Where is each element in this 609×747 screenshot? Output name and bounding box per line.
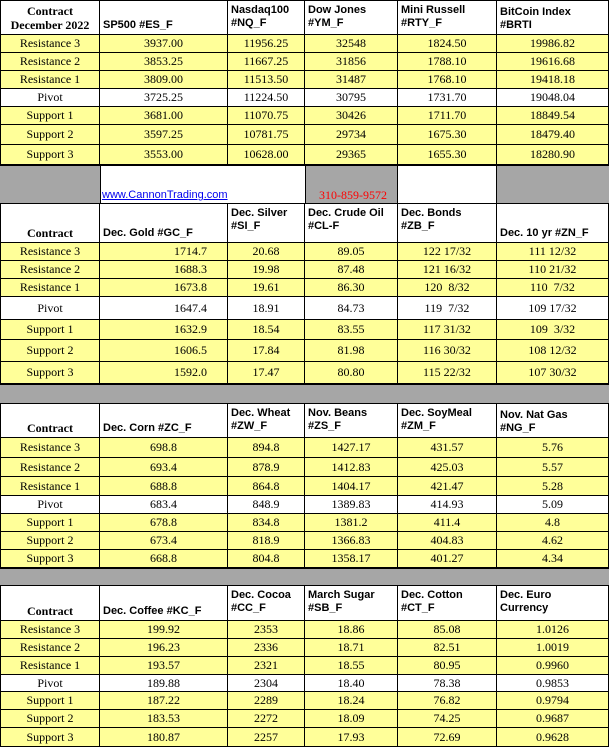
row-label: Support 3 <box>0 145 100 165</box>
table-row-pivot <box>0 89 609 107</box>
table-row-support-3 <box>0 550 609 568</box>
price-cell: 30426 <box>305 107 398 125</box>
price-cell: 4.62 <box>497 532 609 550</box>
column-header-line: Nasdaq100 <box>231 4 290 16</box>
price-cell: 17.93 <box>305 728 398 747</box>
price-cell: 18849.54 <box>497 107 609 125</box>
price-cell: 29365 <box>305 145 398 165</box>
column-header-text <box>308 407 367 433</box>
column-header-line: March Sugar <box>308 589 375 601</box>
price-cell: 1381.2 <box>305 514 398 532</box>
table-row-resistance-2 <box>0 53 609 71</box>
price-cell: 30795 <box>305 89 398 107</box>
row-label: Support 2 <box>0 532 100 550</box>
price-cell: 29734 <box>305 125 398 145</box>
column-header-march-sugar-sb-f <box>305 586 398 621</box>
price-cell: 818.9 <box>228 532 305 550</box>
phone-number: 310-859-9572 <box>319 188 387 202</box>
price-cell: 1.0126 <box>497 621 609 639</box>
price-cell: 111 12/32 <box>497 243 609 261</box>
column-header-line: Dow Jones <box>308 4 367 16</box>
column-header-line: Dec. Corn #ZC_F <box>103 422 192 434</box>
column-header-bitcoin-index-brti <box>497 0 609 35</box>
price-cell: 1632.9 <box>100 320 228 340</box>
price-cell: 1389.83 <box>305 496 398 514</box>
price-cell: 17.47 <box>228 362 305 384</box>
price-cell: 431.57 <box>398 438 497 458</box>
row-label: Support 1 <box>0 107 100 125</box>
column-header-line: Nov. Nat Gas #NG_F <box>500 409 568 434</box>
row-label: Support 2 <box>0 125 100 145</box>
price-cell: 5.09 <box>497 496 609 514</box>
row-label: Resistance 3 <box>0 35 100 53</box>
column-header-text <box>401 4 465 30</box>
price-cell: 411.4 <box>398 514 497 532</box>
column-header-dec-bonds-zb-f <box>398 204 497 243</box>
column-header-line: #CL-F <box>308 220 340 232</box>
price-cell: 78.38 <box>398 675 497 692</box>
column-header-line: Dec. Cotton <box>401 589 463 601</box>
price-cell: 1647.4 <box>100 297 228 320</box>
column-header-line: #ZW_F <box>231 420 268 432</box>
column-header-line: #NQ_F <box>231 17 267 29</box>
price-cell: 1788.10 <box>398 53 497 71</box>
price-cell: 2353 <box>228 621 305 639</box>
column-header-line: #RTY_F <box>401 17 442 29</box>
column-header-line: #SB_F <box>308 602 343 614</box>
price-cell: 1366.83 <box>305 532 398 550</box>
table-row-support-2 <box>0 532 609 550</box>
price-cell: 693.4 <box>100 458 228 477</box>
price-cell: 421.47 <box>398 477 497 496</box>
price-cell: 2336 <box>228 639 305 657</box>
price-cell: 5.28 <box>497 477 609 496</box>
row-label: Resistance 2 <box>0 53 100 71</box>
price-cell: 804.8 <box>228 550 305 568</box>
table-row-resistance-2 <box>0 458 609 477</box>
price-cell: 110 21/32 <box>497 261 609 279</box>
price-cell: 199.92 <box>100 621 228 639</box>
row-label: Resistance 1 <box>0 279 100 297</box>
table-row-resistance-1 <box>0 657 609 675</box>
price-cell: 18.54 <box>228 320 305 340</box>
column-header-text <box>231 407 290 433</box>
column-header-line: Dec. Wheat <box>231 407 291 419</box>
contract-header <box>0 0 100 35</box>
table-row-resistance-1 <box>0 71 609 89</box>
contract-header-text: Contract <box>27 4 73 18</box>
price-cell: 85.08 <box>398 621 497 639</box>
price-cell: 4.34 <box>497 550 609 568</box>
price-cell: 18.09 <box>305 710 398 728</box>
price-cell: 122 17/32 <box>398 243 497 261</box>
price-cell: 848.9 <box>228 496 305 514</box>
row-label: Pivot <box>0 89 100 107</box>
table-row-support-3 <box>0 362 609 384</box>
column-header-text <box>103 227 193 240</box>
column-header-line: #ZM_F <box>401 420 436 432</box>
price-cell: 109 3/32 <box>497 320 609 340</box>
price-cell: 76.82 <box>398 692 497 710</box>
price-cell: 1358.17 <box>305 550 398 568</box>
row-label: Resistance 1 <box>0 71 100 89</box>
section-separator <box>0 568 609 586</box>
table-row-resistance-3 <box>0 438 609 458</box>
column-header-dec-cocoa-cc-f <box>228 586 305 621</box>
price-cell: 1768.10 <box>398 71 497 89</box>
price-cell: 1606.5 <box>100 340 228 362</box>
price-cell: 2289 <box>228 692 305 710</box>
row-label: Resistance 3 <box>0 438 100 458</box>
price-cell: 683.4 <box>100 496 228 514</box>
table-row-support-1 <box>0 320 609 340</box>
table-row-support-2 <box>0 340 609 362</box>
column-header-text <box>500 227 589 240</box>
price-cell: 878.9 <box>228 458 305 477</box>
table-row-support-3 <box>0 145 609 165</box>
price-cell: 18.71 <box>305 639 398 657</box>
column-header-nov-beans-zs-f <box>305 404 398 438</box>
price-cell: 74.25 <box>398 710 497 728</box>
row-label: Support 2 <box>0 340 100 362</box>
price-cell: 698.8 <box>100 438 228 458</box>
price-cell: 19.98 <box>228 261 305 279</box>
table-row-support-3 <box>0 728 609 747</box>
price-cell: 11513.50 <box>228 71 305 89</box>
price-cell: 1404.17 <box>305 477 398 496</box>
price-cell: 86.30 <box>305 279 398 297</box>
price-cell: 3725.25 <box>100 89 228 107</box>
price-cell: 5.76 <box>497 438 609 458</box>
row-label: Support 3 <box>0 728 100 747</box>
price-cell: 110 7/32 <box>497 279 609 297</box>
row-label: Resistance 2 <box>0 458 100 477</box>
column-header-dec-soymeal-zm-f <box>398 404 497 438</box>
column-header-line: SP500 #ES_F <box>103 19 173 31</box>
column-header-text <box>231 4 289 30</box>
row-label: Support 1 <box>0 320 100 340</box>
column-header-line: Currency <box>500 602 549 614</box>
price-cell: 3809.00 <box>100 71 228 89</box>
price-cell: 3937.00 <box>100 35 228 53</box>
price-cell: 3553.00 <box>100 145 228 165</box>
column-header-line: BitCoin Index #BRTI <box>500 6 571 31</box>
column-header-dec-gold-gc-f <box>100 204 228 243</box>
column-header-line: Dec. Crude Oil <box>308 207 384 219</box>
price-cell: 1731.70 <box>398 89 497 107</box>
price-cell: 834.8 <box>228 514 305 532</box>
price-cell: 688.8 <box>100 477 228 496</box>
price-cell: 668.8 <box>100 550 228 568</box>
price-cell: 17.84 <box>228 340 305 362</box>
price-cell: 82.51 <box>398 639 497 657</box>
table-row-support-1 <box>0 107 609 125</box>
row-label: Pivot <box>0 675 100 692</box>
price-cell: 3853.25 <box>100 53 228 71</box>
contract-header-text: Contract <box>27 226 73 240</box>
price-cell: 32548 <box>305 35 398 53</box>
price-cell: 0.9960 <box>497 657 609 675</box>
price-cell: 1592.0 <box>100 362 228 384</box>
column-header-dec-10-yr-zn-f <box>497 204 609 243</box>
price-cell: 3681.00 <box>100 107 228 125</box>
price-cell: 87.48 <box>305 261 398 279</box>
price-cell: 80.95 <box>398 657 497 675</box>
table-row-pivot <box>0 675 609 692</box>
price-cell: 864.8 <box>228 477 305 496</box>
price-cell: 115 22/32 <box>398 362 497 384</box>
table-row-resistance-1 <box>0 279 609 297</box>
price-cell: 0.9687 <box>497 710 609 728</box>
price-cell: 673.4 <box>100 532 228 550</box>
column-header-line: #YM_F <box>308 17 344 29</box>
price-cell: 10628.00 <box>228 145 305 165</box>
column-header-text <box>401 589 463 615</box>
column-header-dec-coffee-kc-f <box>100 586 228 621</box>
price-cell: 894.8 <box>228 438 305 458</box>
column-header-dec-silver-si-f <box>228 204 305 243</box>
price-cell: 83.55 <box>305 320 398 340</box>
price-cell: 109 17/32 <box>497 297 609 320</box>
column-header-line: #CC_F <box>231 602 266 614</box>
price-cell: 116 30/32 <box>398 340 497 362</box>
row-label: Resistance 2 <box>0 261 100 279</box>
column-header-dec-wheat-zw-f <box>228 404 305 438</box>
price-cell: 19616.68 <box>497 53 609 71</box>
price-cell: 180.87 <box>100 728 228 747</box>
price-cell: 1.0019 <box>497 639 609 657</box>
price-cell: 1688.3 <box>100 261 228 279</box>
price-cell: 119 7/32 <box>398 297 497 320</box>
table-row-pivot <box>0 496 609 514</box>
column-header-dec-cotton-ct-f <box>398 586 497 621</box>
price-cell: 1655.30 <box>398 145 497 165</box>
price-cell: 187.22 <box>100 692 228 710</box>
price-cell: 117 31/32 <box>398 320 497 340</box>
price-cell: 10781.75 <box>228 125 305 145</box>
column-header-sp500-es-f <box>100 0 228 35</box>
column-header-text <box>308 4 366 30</box>
table-row-pivot <box>0 297 609 320</box>
price-cell: 108 12/32 <box>497 340 609 362</box>
column-header-nasdaq100-nq-f <box>228 0 305 35</box>
price-cell: 193.57 <box>100 657 228 675</box>
price-cell: 1711.70 <box>398 107 497 125</box>
column-header-line: #CT_F <box>401 602 435 614</box>
price-cell: 1427.17 <box>305 438 398 458</box>
row-label: Support 2 <box>0 710 100 728</box>
row-label: Resistance 3 <box>0 621 100 639</box>
table-row-support-1 <box>0 514 609 532</box>
table-row-support-2 <box>0 710 609 728</box>
price-cell: 18.55 <box>305 657 398 675</box>
price-cell: 2304 <box>228 675 305 692</box>
price-cell: 1714.7 <box>100 243 228 261</box>
price-cell: 189.88 <box>100 675 228 692</box>
price-cell: 0.9628 <box>497 728 609 747</box>
column-header-text <box>231 207 287 233</box>
column-header-text <box>500 409 605 435</box>
table-row-resistance-3 <box>0 243 609 261</box>
section-1-header-row <box>0 0 609 35</box>
price-cell: 11956.25 <box>228 35 305 53</box>
row-label: Resistance 1 <box>0 477 100 496</box>
price-cell: 678.8 <box>100 514 228 532</box>
column-header-text <box>401 207 462 233</box>
column-header-line: Dec. Euro <box>500 589 552 601</box>
price-cell: 121 16/32 <box>398 261 497 279</box>
banner-dark-panel <box>497 166 609 203</box>
table-row-resistance-3 <box>0 35 609 53</box>
column-header-dec-crude-oil-cl-f <box>305 204 398 243</box>
price-cell: 19048.04 <box>497 89 609 107</box>
contract-header-text: Contract <box>27 604 73 618</box>
column-header-mini-russell-rty-f <box>398 0 497 35</box>
price-cell: 2321 <box>228 657 305 675</box>
section-4-header-row <box>0 586 609 621</box>
table-row-resistance-1 <box>0 477 609 496</box>
website-link[interactable]: www.CannonTrading.com <box>102 189 228 201</box>
price-cell: 1673.8 <box>100 279 228 297</box>
column-header-line: #ZS_F <box>308 420 342 432</box>
column-header-text <box>103 605 201 618</box>
price-cell: 183.53 <box>100 710 228 728</box>
price-cell: 1824.50 <box>398 35 497 53</box>
price-cell: 18280.90 <box>497 145 609 165</box>
price-cell: 18.86 <box>305 621 398 639</box>
column-header-line: Nov. Beans <box>308 407 368 419</box>
column-header-line: Dec. 10 yr #ZN_F <box>500 227 589 239</box>
column-header-text <box>308 589 375 615</box>
price-cell: 18.91 <box>228 297 305 320</box>
price-cell: 120 8/32 <box>398 279 497 297</box>
row-label: Pivot <box>0 297 100 320</box>
table-row-resistance-3 <box>0 621 609 639</box>
price-cell: 5.57 <box>497 458 609 477</box>
table-row-support-1 <box>0 692 609 710</box>
row-label: Support 1 <box>0 692 100 710</box>
contract-header-text: December 2022 <box>10 18 90 32</box>
column-header-line: Dec. Cocoa <box>231 589 291 601</box>
contract-header <box>0 204 100 243</box>
price-cell: 81.98 <box>305 340 398 362</box>
column-header-line: #ZB_F <box>401 220 435 232</box>
row-label: Support 1 <box>0 514 100 532</box>
column-header-text <box>231 589 291 615</box>
price-cell: 1675.30 <box>398 125 497 145</box>
table-row-support-2 <box>0 125 609 145</box>
section-3-header-row <box>0 404 609 438</box>
price-cell: 11224.50 <box>228 89 305 107</box>
price-cell: 2257 <box>228 728 305 747</box>
row-label: Resistance 1 <box>0 657 100 675</box>
price-cell: 107 30/32 <box>497 362 609 384</box>
price-cell: 89.05 <box>305 243 398 261</box>
column-header-text <box>401 407 472 433</box>
price-cell: 19.61 <box>228 279 305 297</box>
price-cell: 80.80 <box>305 362 398 384</box>
column-header-line: Dec. Bonds <box>401 207 462 219</box>
section-2-header-row <box>0 204 609 243</box>
table-row-resistance-2 <box>0 639 609 657</box>
contract-header <box>0 404 100 438</box>
column-header-line: Dec. Gold #GC_F <box>103 227 193 239</box>
price-cell: 404.83 <box>398 532 497 550</box>
column-header-dec-corn-zc-f <box>100 404 228 438</box>
price-cell: 84.73 <box>305 297 398 320</box>
price-cell: 18479.40 <box>497 125 609 145</box>
column-header-text <box>500 6 605 32</box>
price-cell: 19986.82 <box>497 35 609 53</box>
column-header-line: Dec. Coffee #KC_F <box>103 605 202 617</box>
price-cell: 18.24 <box>305 692 398 710</box>
section-separator <box>0 165 609 204</box>
row-label: Pivot <box>0 496 100 514</box>
row-label: Support 3 <box>0 362 100 384</box>
column-header-line: Dec. Silver <box>231 207 288 219</box>
contract-header-text: Contract <box>27 421 73 435</box>
column-header-text <box>308 207 384 233</box>
column-header-nov-nat-gas-ng-f <box>497 404 609 438</box>
column-header-dow-jones-ym-f <box>305 0 398 35</box>
price-cell: 425.03 <box>398 458 497 477</box>
column-header-text <box>103 19 173 32</box>
price-cell: 72.69 <box>398 728 497 747</box>
column-header-line: Dec. SoyMeal <box>401 407 472 419</box>
price-cell: 1412.83 <box>305 458 398 477</box>
price-cell: 31856 <box>305 53 398 71</box>
price-cell: 11070.75 <box>228 107 305 125</box>
column-header-dec-euro-currency <box>497 586 609 621</box>
price-cell: 19418.18 <box>497 71 609 89</box>
column-header-line: Mini Russell <box>401 4 466 16</box>
price-cell: 401.27 <box>398 550 497 568</box>
contract-header <box>0 586 100 621</box>
price-cell: 414.93 <box>398 496 497 514</box>
section-separator <box>0 384 609 404</box>
price-cell: 196.23 <box>100 639 228 657</box>
price-cell: 0.9853 <box>497 675 609 692</box>
price-cell: 18.40 <box>305 675 398 692</box>
column-header-line: #SI_F <box>231 220 261 232</box>
row-label: Resistance 2 <box>0 639 100 657</box>
price-cell: 0.9794 <box>497 692 609 710</box>
row-label: Resistance 3 <box>0 243 100 261</box>
column-header-text <box>103 422 192 435</box>
price-cell: 20.68 <box>228 243 305 261</box>
price-cell: 11667.25 <box>228 53 305 71</box>
column-header-text <box>500 589 551 615</box>
price-cell: 31487 <box>305 71 398 89</box>
row-label: Support 3 <box>0 550 100 568</box>
price-cell: 4.8 <box>497 514 609 532</box>
price-cell: 2272 <box>228 710 305 728</box>
table-row-resistance-2 <box>0 261 609 279</box>
price-cell: 3597.25 <box>100 125 228 145</box>
